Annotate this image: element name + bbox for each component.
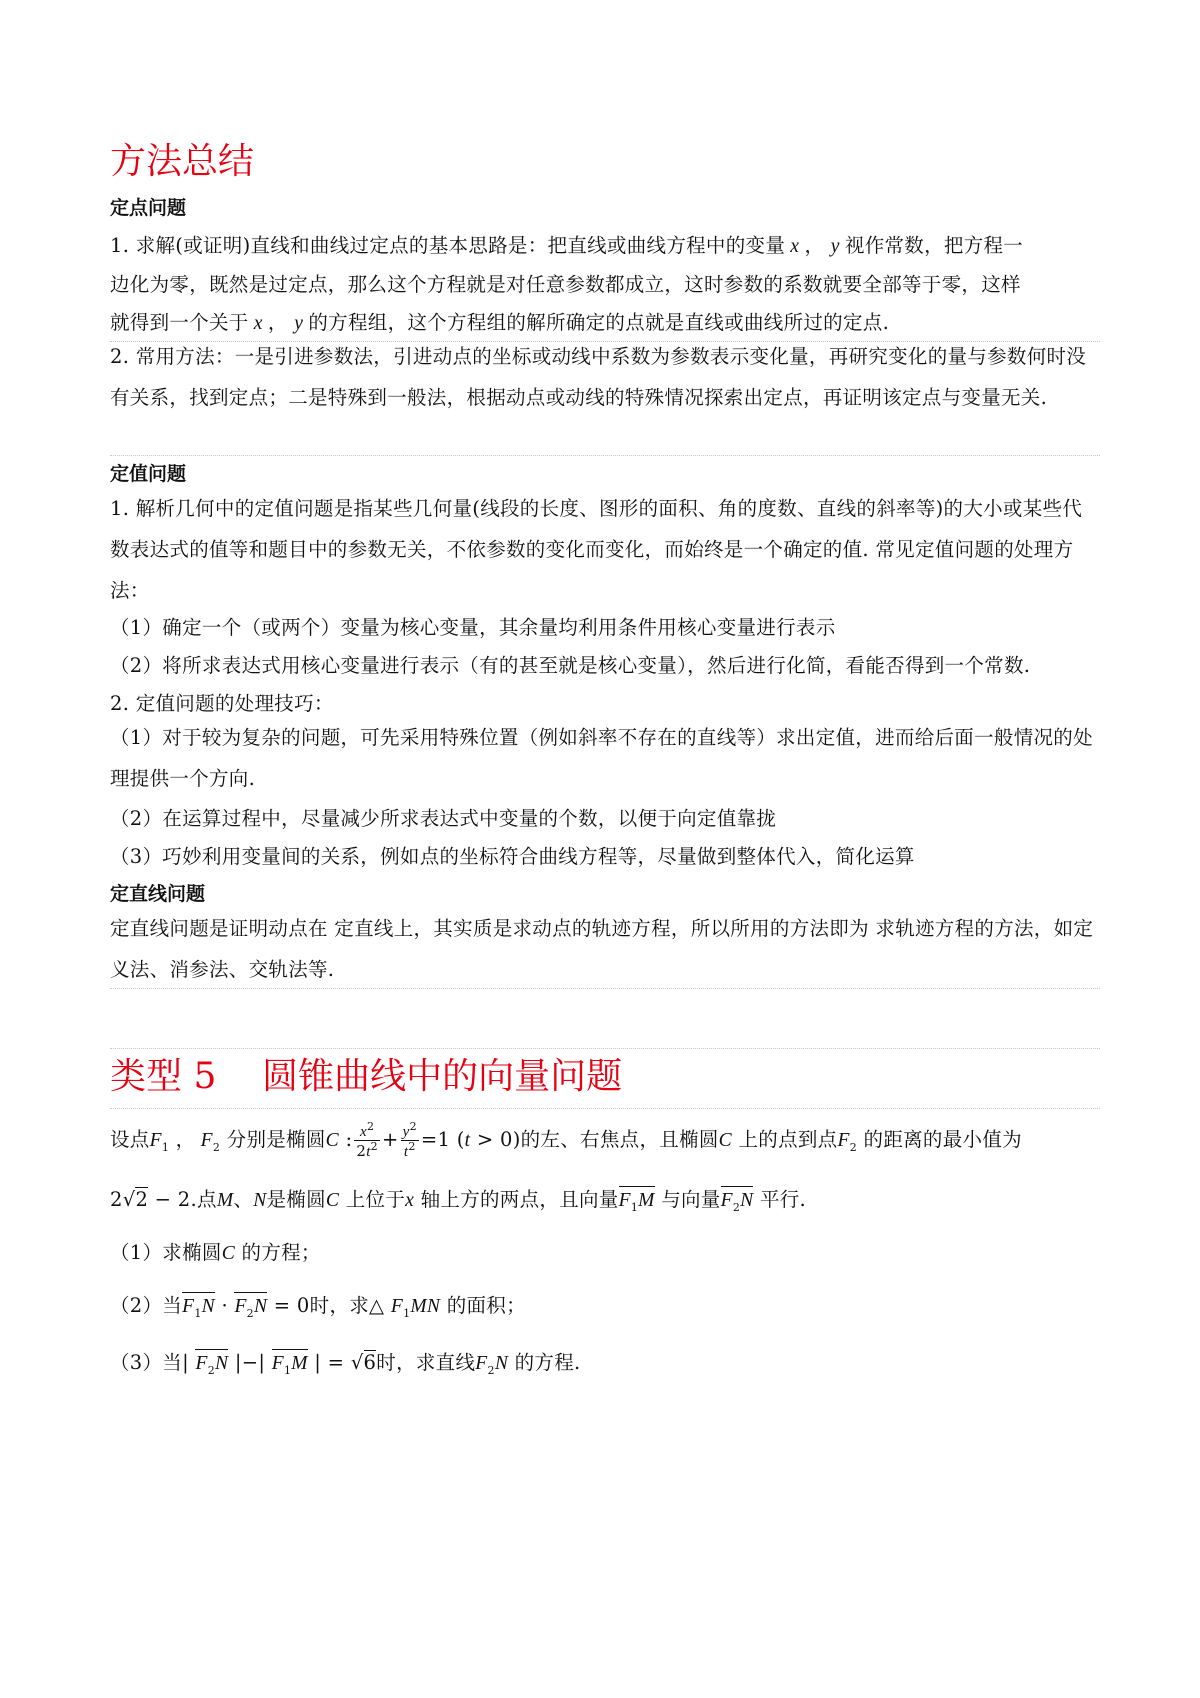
fixed-line-p1: 定直线问题是证明动点在 定直线上，其实质是求动点的轨迹方程，所以所用的方法即为 求轨迹方程的方法，如定义法、消参法、交轨法等.: [110, 917, 1094, 981]
fixed-value-tip3: （3）巧妙利用变量间的关系，例如点的坐标符合曲线方程等，尽量做到整体代入，简化运算: [110, 845, 915, 868]
fixed-point-p2: 2. 常用方法：一是引进参数法，引进动点的坐标或动线中系数为参数表示变化量，再研究变化的量与参数何时没有关系，找到定点；二是特殊到一般法，根据动点或动线的特殊情况探索出定点，再证明该定点与变量无关.: [110, 345, 1087, 409]
problem-statement-line1: 设点$F_1$ ， $F_2$ 分别是椭圆C : $\frac{x^2}{2t^2}$ + $\frac{y^2}{t^2}$ =1 (t > 0)的左、右焦点，且椭圆C 上的点到点$F_2$ 的距离的最小值为: [110, 1119, 1022, 1160]
fixed-point-p1-line3: 就得到一个关于 x ， y 的方程组，这个方程组的解所确定的点就是直线或曲线所过的定点.: [110, 311, 890, 334]
fixed-value-item2: （2）将所求表达式用核心变量进行表示（有的甚至就是核心变量），然后进行化简，看能否得到一个常数.: [110, 654, 1031, 677]
problem-statement-line2: 2√2 − 2.点M、N是椭圆C 上位于x 轴上方的两点，且向量$F_1M$ 与向量$F_2N$ 平行.: [110, 1188, 807, 1214]
subheading-fixed-value: 定值问题: [110, 463, 187, 485]
subheading-fixed-point: 定点问题: [110, 197, 187, 219]
sub-question-2: （2）当$F_1N \cdot F_2N = 0$时，求△ $F_1MN$ 的面积；: [110, 1294, 526, 1320]
divider: [110, 1108, 1100, 1109]
subheading-fixed-line: 定直线问题: [110, 883, 206, 905]
fixed-value-tip2: （2）在运算过程中，尽量减少所求表达式中变量的个数，以便于向定值靠拢: [110, 807, 777, 830]
divider: [110, 1048, 1100, 1049]
sub-question-1: （1）求椭圆C 的方程；: [110, 1241, 321, 1264]
fixed-value-item1: （1）确定一个（或两个）变量为核心变量，其余量均利用条件用核心变量进行表示: [110, 616, 836, 639]
divider: [110, 455, 1100, 456]
section-title-type5: 类型 5 圆锥曲线中的向量问题: [110, 1056, 623, 1097]
fixed-value-tip1: （1）对于较为复杂的问题，可先采用特殊位置（例如斜率不存在的直线等）求出定值，进而给后面一般情况的处理提供一个方向.: [110, 726, 1093, 790]
divider: [110, 988, 1100, 989]
fixed-point-p1-line2: 边化为零，既然是过定点，那么这个方程就是对任意参数都成立，这时参数的系数就要全部等于零，这样: [110, 273, 1021, 296]
section-title-method-summary: 方法总结: [110, 141, 255, 182]
sub-question-3: （3）当| $F_2N$ |−| $F_1M$ | = √6时，求直线$F_2N$ 的方程.: [110, 1351, 581, 1377]
fixed-value-p2: 2. 定值问题的处理技巧：: [110, 692, 334, 715]
fixed-value-p1: 1. 解析几何中的定值问题是指某些几何量(线段的长度、图形的面积、角的度数、直线的斜率等)的大小或某些代数表达式的值等和题目中的参数无关，不依参数的变化而变化，而始终是一个确定的值. 常见定值问题的处理方法：: [110, 497, 1083, 602]
fixed-point-p1-line1: 1. 求解(或证明)直线和曲线过定点的基本思路是：把直线或曲线方程中的变量 x ， y 视作常数，把方程一: [110, 234, 1024, 257]
